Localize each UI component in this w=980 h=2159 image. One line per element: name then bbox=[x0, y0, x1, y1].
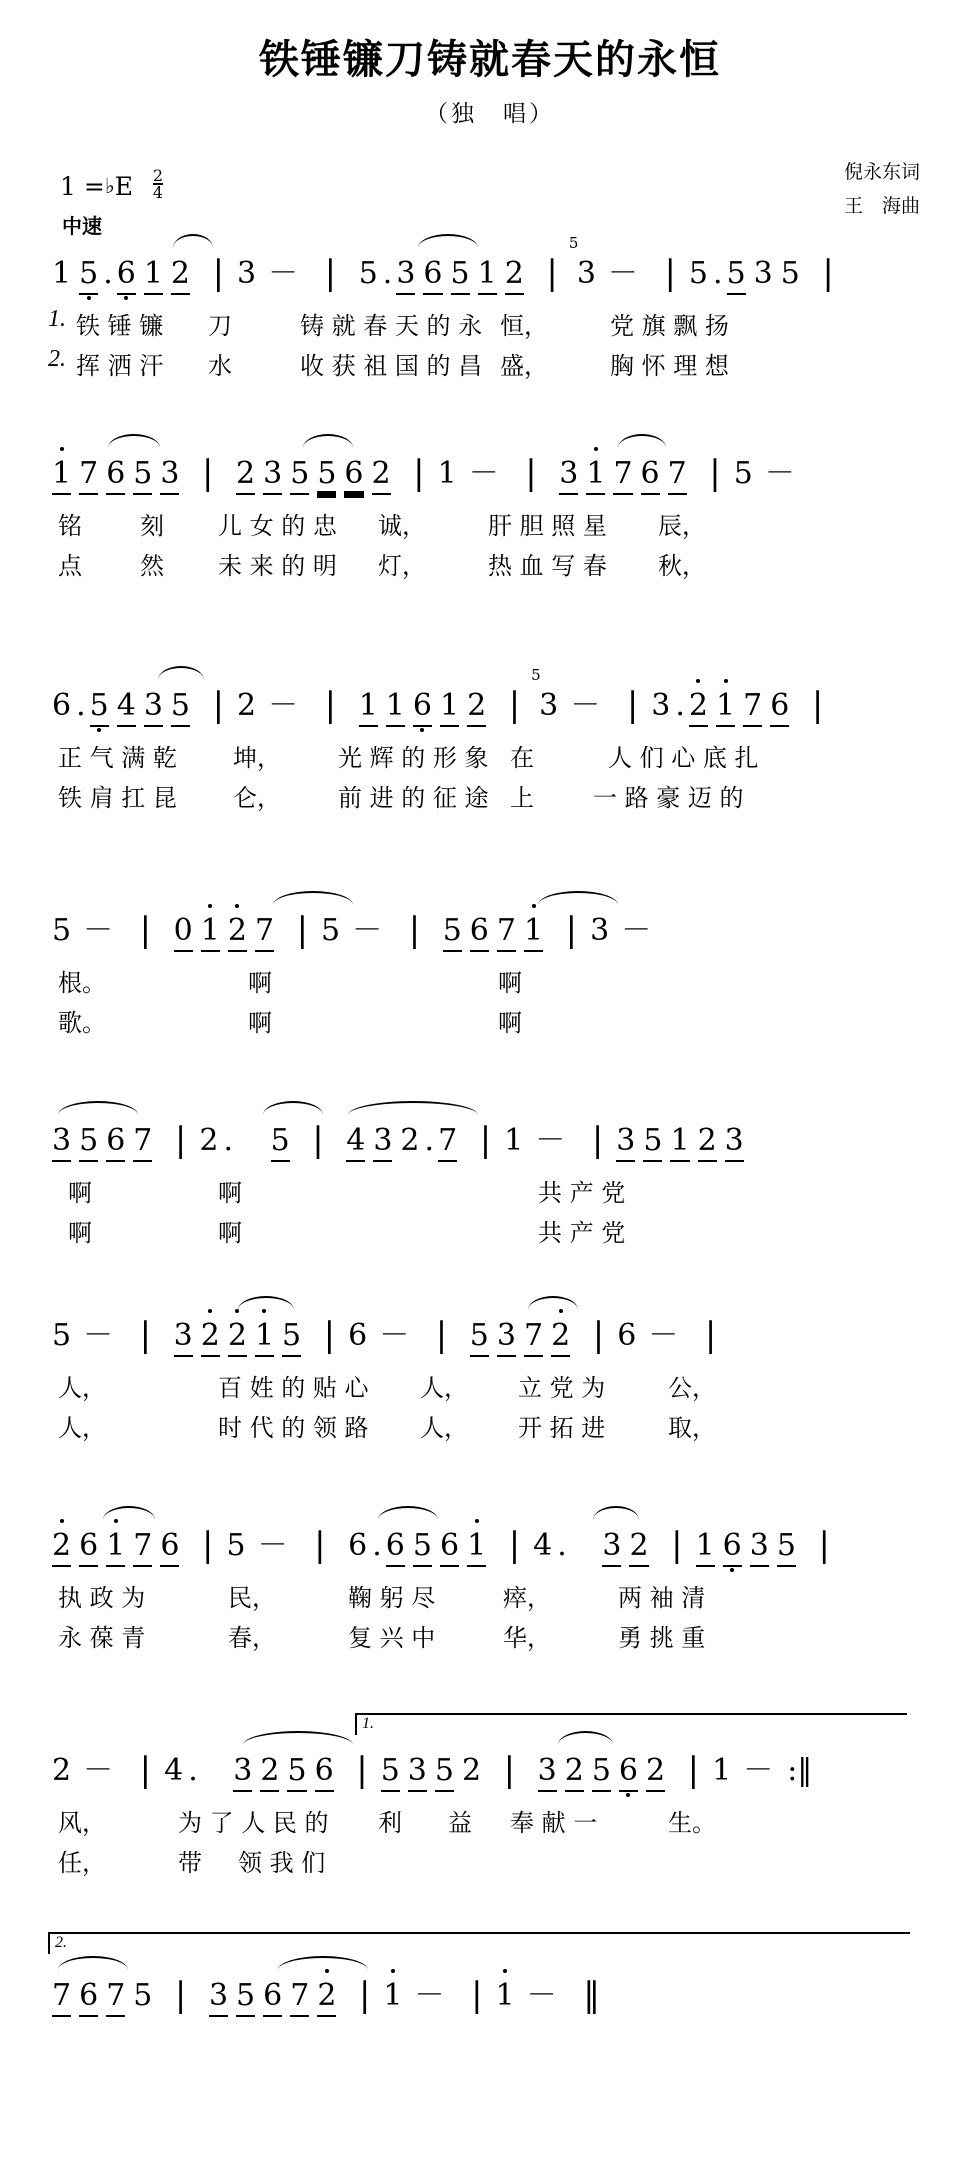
lyric-line-2a: 铭 刻 儿 女 的 忠 诚， 肝 胆 照 星 辰， bbox=[58, 512, 706, 540]
lyric-line-8b: 任， 带 领 我 们 bbox=[58, 1849, 326, 1877]
notation-line-1: 1 5 . 6 1 2 | 3 － | 5 . 3 6 5 1 2 | 5 3 － | 5 . 5 3 5 | bbox=[52, 234, 834, 293]
lyric-line-3b: 铁 肩 扛 昆 仑， 前 进 的 征 途 上 一 路 豪 迈 的 bbox=[58, 784, 744, 812]
system-2 bbox=[0, 448, 980, 586]
notation-line-3: 6 . 5 4 3 5 | 2 － | 1 1 6 1 2 | 5 3 － | 3 . 2 1 7 6 | bbox=[52, 666, 824, 725]
system-7 bbox=[0, 1520, 980, 1658]
lyric-line-5a: 啊 啊 共 产 党 bbox=[68, 1179, 626, 1207]
lyric-line-3a: 正 气 满 乾 坤， 光 辉 的 形 象 在 人 们 心 底 扎 bbox=[58, 744, 759, 772]
key-name: E bbox=[114, 172, 133, 201]
composer: 王 海曲 bbox=[843, 195, 920, 217]
notation-line-2: 1 7 6 5 3 | 2 3 5 5 6 2 | 1 － | 3 1 7 6 7 | 5 － bbox=[48, 448, 980, 506]
lyric-line-8a: 风， 为 了 人 民 的 利 益 奉 献 一 生。 bbox=[58, 1809, 716, 1837]
meter-bottom: 4 bbox=[152, 183, 164, 202]
flat-icon: ♭ bbox=[104, 174, 115, 198]
lyric-line-4b: 歌。 啊 啊 bbox=[58, 1009, 522, 1037]
system-6 bbox=[0, 1310, 980, 1448]
meter-top: 2 bbox=[152, 166, 164, 185]
final-barline-icon: ‖ bbox=[583, 1975, 601, 2015]
system-5 bbox=[0, 1115, 980, 1253]
system-4 bbox=[0, 905, 980, 1043]
system-8 bbox=[0, 1715, 980, 1883]
lyric-line-1a: 1. 铁 锤 镰 刀 铸 就 春 天 的 永 恒， 党 旗 飘 扬 bbox=[48, 306, 729, 340]
key-signature bbox=[60, 168, 163, 201]
volta-bracket-1: 1. bbox=[355, 1713, 907, 1735]
key-label: 1 = bbox=[60, 172, 105, 201]
page-title: 铁锤镰刀铸就春天的永恒 bbox=[259, 37, 721, 83]
lyric-line-6a: 人， 百 姓 的 贴 心 人， 立 党 为 公， bbox=[58, 1374, 716, 1402]
lyric-line-5b: 啊 啊 共 产 党 bbox=[68, 1219, 626, 1247]
credits bbox=[844, 155, 920, 223]
notation-line-4: 5 － | 0 1 2 7 | 5 － | 5 6 7 1 | 3 － bbox=[48, 905, 980, 963]
time-signature bbox=[153, 168, 163, 200]
notation-line-9: 7 6 7 5 | 3 5 6 7 2 | 1 － | 1 － ‖ bbox=[48, 1970, 980, 2028]
system-9 bbox=[0, 1934, 980, 2028]
notation-line-7: 2 6 1 7 6 | 5 － | 6 . 6 5 6 1 | 4 . 3 2 | 1 6 3 5 | bbox=[48, 1520, 980, 1578]
page-subtitle: （独 唱） bbox=[425, 101, 555, 127]
notation-line-6: 5 － | 3 2 2 1 5 | 6 － | 5 3 7 2 | 6 － | bbox=[48, 1310, 980, 1368]
lyric-line-6b: 人， 时 代 的 领 路 人， 开 拓 进 取， bbox=[58, 1414, 716, 1442]
tempo-marking: 中速 bbox=[62, 214, 102, 238]
notation-line-8: 2 － | 4 . 3 2 5 6 | 5 3 5 2 | 3 2 5 6 2 | 1 － :‖ bbox=[48, 1745, 980, 1803]
repeat-end-icon: :‖ bbox=[787, 1753, 813, 1788]
system-1 bbox=[0, 234, 980, 386]
lyric-line-7b: 永 葆 青 春， 复 兴 中 华， 勇 挑 重 bbox=[58, 1624, 706, 1652]
lyric-line-4a: 根。 啊 啊 bbox=[58, 969, 522, 997]
system-3 bbox=[0, 666, 980, 818]
volta-bracket-2: 2. bbox=[48, 1932, 910, 1954]
notation-line-5: 3 5 6 7 | 2 . 5 | 4 3 2 . 7 | 1 － | 3 5 1 2 3 bbox=[48, 1115, 980, 1173]
lyric-line-2b: 点 然 未 来 的 明 灯， 热 血 写 春 秋， bbox=[58, 552, 706, 580]
lyric-line-7a: 执 政 为 民， 鞠 躬 尽 瘁， 两 袖 清 bbox=[58, 1584, 706, 1612]
lyricist: 倪永东词 bbox=[843, 161, 920, 183]
lyric-line-1b: 2. 挥 洒 汗 水 收 获 祖 国 的 昌 盛， 胸 怀 理 想 bbox=[48, 346, 729, 380]
